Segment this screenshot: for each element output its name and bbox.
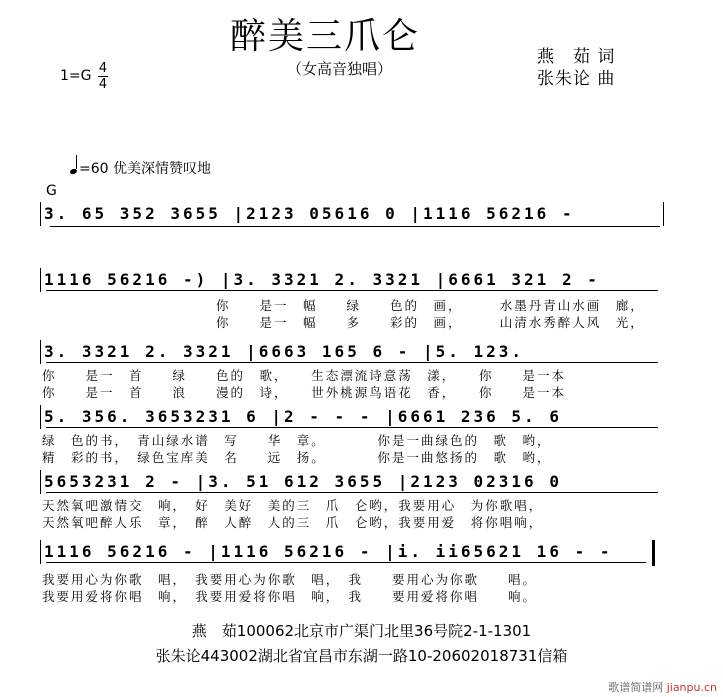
time-numerator: 4 — [98, 61, 108, 76]
lyric-verse-1: 天然氧吧激情交 响， 好 美好 美的三 爪 仑哟，我要用心 为你歌唱， — [42, 498, 544, 513]
score-row-1 — [40, 200, 666, 240]
lyric-verse-2: 你 是一 幅 多 彩的 画， 山清水秀醉人风 光， — [216, 315, 645, 330]
score-row-6 — [40, 540, 666, 610]
notation-line: 5. 356. 3653231 6 |2 - - - |6661 236 5. 6 — [44, 407, 562, 426]
song-subtitle: （女高音独唱） — [287, 60, 393, 78]
key-signature: 1=G — [60, 68, 92, 84]
lyricist-address: 燕 茹100062北京市广渠门北里36号院2-1-1301 — [191, 622, 532, 640]
lyricist-credit: 燕 茹 词 — [537, 47, 616, 67]
lyric-verse-1: 绿 色的书， 青山绿水谱 写 华 章。 你是一曲绿色的 歌 哟， — [42, 433, 552, 448]
lyric-verse-2: 我要用爱将你唱 响， 我要用爱将你唱 响， 我 要用爱将你唱 响。 — [42, 589, 538, 604]
chord-symbol: G — [46, 183, 57, 199]
lyric-verse-2: 天然氧吧醉人乐 章， 醉 人醉 人的三 爪 仑哟，我要用爱 将你唱响， — [42, 515, 544, 530]
lyric-verse-1: 我要用心为你歌 唱， 我要用心为你歌 唱， 我 要用心为你歌 唱。 — [42, 572, 538, 587]
time-signature — [98, 62, 108, 91]
watermark-domain: jianpu.cn — [666, 681, 717, 694]
final-barline — [652, 540, 655, 566]
quarter-note-icon — [69, 168, 77, 175]
score-row-4 — [40, 405, 666, 475]
tempo-marking — [70, 158, 211, 178]
watermark-site: 歌谱简谱网 — [608, 681, 664, 694]
lyric-verse-1: 你 是一 幅 绿 色的 画， 水墨丹青山水画 廊， — [216, 298, 645, 313]
notation-line: 1116 56216 -) |3. 3321 2. 3321 |6661 321 2 - — [44, 270, 600, 289]
score-row-2 — [40, 268, 666, 338]
composer-credit: 张朱论 曲 — [537, 69, 616, 89]
score-row-5 — [40, 470, 666, 540]
lyric-verse-2: 精 彩的书， 绿色宝库美 名 远 扬。 你是一曲悠扬的 歌 哟， — [42, 450, 552, 465]
lyric-verse-2: 你 是一 首 浪 漫的 诗， 世外桃源鸟语花 香， 你 是一本 — [42, 385, 567, 400]
lyric-verse-1: 你 是一 首 绿 色的 歌， 生态漂流诗意荡 漾， 你 是一本 — [42, 368, 567, 383]
notation-line: 1116 56216 - |1116 56216 - |i. ii65621 16 - - — [44, 542, 613, 561]
time-denominator: 4 — [98, 77, 108, 92]
composer-address: 张朱论443002湖北省宜昌市东湖一路10-20602018731信箱 — [155, 647, 568, 665]
site-watermark — [608, 679, 717, 695]
notation-line: 3. 3321 2. 3321 |6663 165 6 - |5. 123. — [44, 342, 525, 361]
notation-line: 5653231 2 - |3. 51 612 3655 |2123 02316 0 — [44, 472, 562, 491]
song-title: 醉美三爪仑 — [230, 16, 421, 57]
tempo-text: =60 优美深情赞叹地 — [79, 161, 211, 177]
score-row-3 — [40, 340, 666, 410]
notation-line: 3. 65 352 3655 |2123 05616 0 |1116 56216 - — [44, 204, 575, 223]
